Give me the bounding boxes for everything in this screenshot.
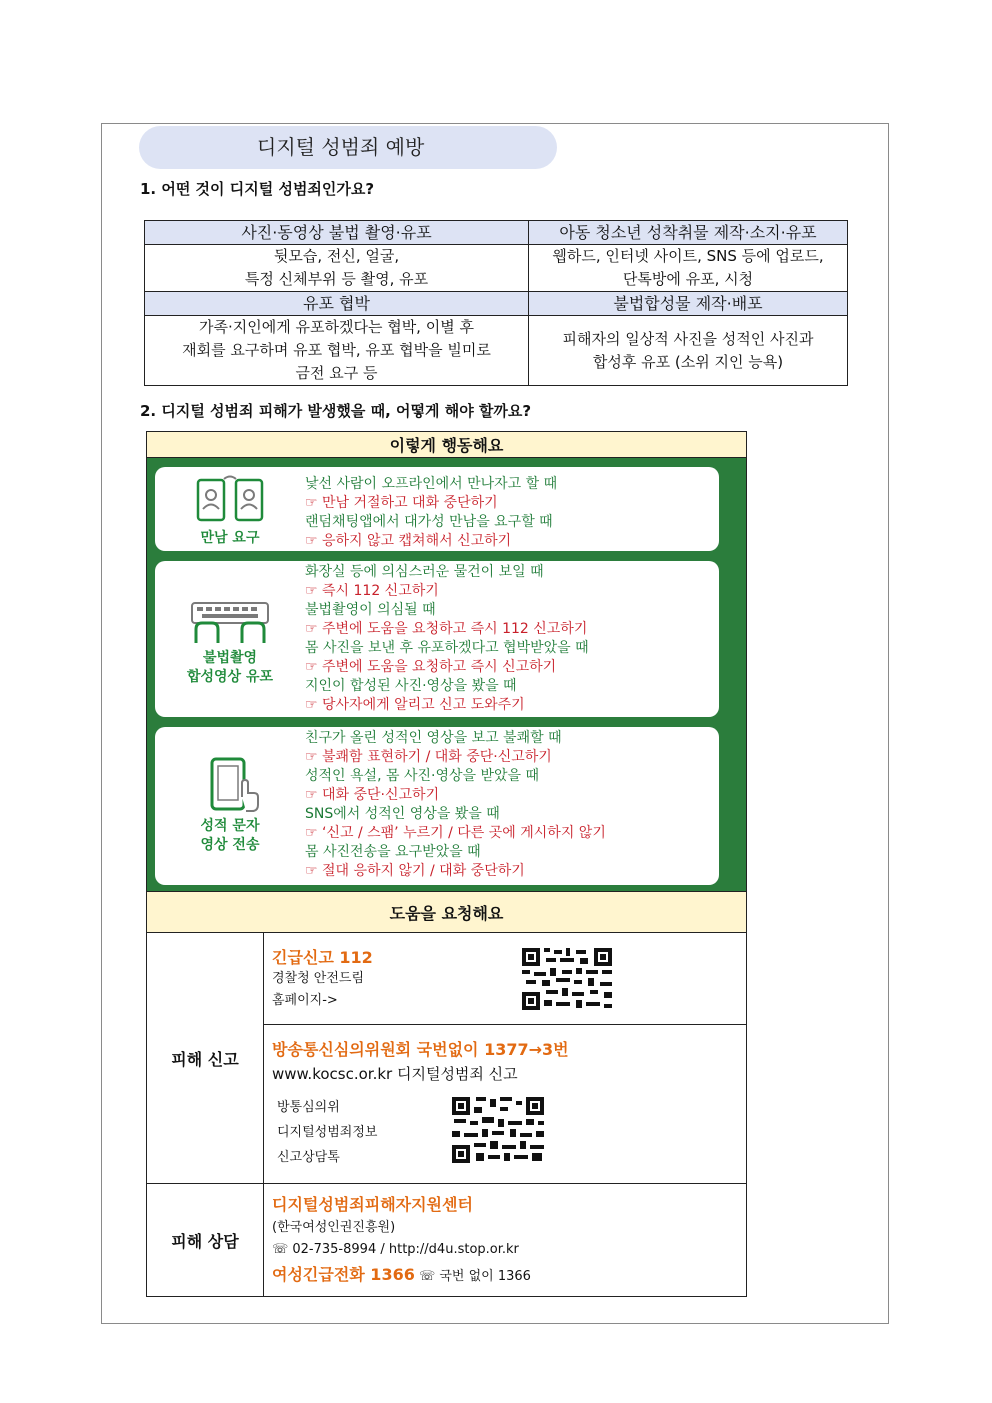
kcsc-url-link[interactable]: www.kocsc.or.kr — [272, 1065, 393, 1083]
card-caption: 성적 문자 — [200, 818, 260, 834]
kcsc-url-line — [272, 1063, 569, 1084]
crime-type-header: 유포 협박 — [145, 292, 529, 316]
situation-text: 낯선 사람이 오프라인에서 만나자고 할 때 — [305, 476, 558, 492]
action-panel — [147, 458, 747, 892]
card-caption: 영상 전송 — [200, 837, 260, 853]
qr-code-icon[interactable] — [520, 946, 614, 1012]
qr-code-icon[interactable] — [450, 1095, 546, 1165]
card-lines — [305, 475, 711, 551]
emergency-line: 경찰청 안전드림 — [272, 971, 365, 986]
action-text: ☞ 대화 중단·신고하기 — [305, 787, 440, 803]
card-caption: 합성영상 유포 — [186, 669, 274, 685]
action-text: ☞ 즉시 112 신고하기 — [305, 583, 439, 599]
card-lines — [305, 729, 711, 881]
counsel-label: 피해 상담 — [147, 1184, 264, 1297]
page-title: 디지털 성범죄 예방 — [139, 126, 557, 169]
action-card-meeting — [155, 467, 719, 551]
kcsc-line: 디지털성범죄정보 — [277, 1125, 378, 1140]
action-text: ☞ ‘신고 / 스팸’ 누르기 / 다른 곳에 게시하지 않기 — [305, 825, 606, 841]
desc-line: 재회를 요구하며 유포 협박, 유포 협박을 빌미로 — [182, 341, 491, 359]
emergency-line: 홈페이지-> — [272, 993, 338, 1008]
situation-text: 성적인 욕설, 몸 사진·영상을 받았을 때 — [305, 768, 540, 784]
response-table — [146, 431, 747, 1297]
section1-heading: 1. 어떤 것이 디지털 성범죄인가요? — [140, 180, 375, 198]
emergency-cell — [264, 933, 747, 1025]
section2-heading: 2. 디지털 성범죄 피해가 발생했을 때, 어떻게 해야 할까요? — [140, 402, 532, 420]
desc-line: 웹하드, 인터넷 사이트, SNS 등에 업로드, — [552, 247, 824, 265]
crime-type-desc — [145, 245, 529, 292]
keyboard-hands-icon — [155, 599, 305, 687]
situation-text: 지인이 합성된 사진·영상을 봤을 때 — [305, 678, 517, 694]
card-caption: 불법촬영 — [202, 650, 258, 666]
situation-text: 불법촬영이 의심될 때 — [305, 602, 436, 618]
desc-line: 뒷모습, 전신, 얼굴, — [273, 247, 400, 265]
center-org: (한국여성인권진흥원) — [272, 1220, 396, 1235]
situation-text: 친구가 올린 성적인 영상을 보고 불쾌할 때 — [305, 730, 562, 746]
emergency-title: 긴급신고 112 — [272, 948, 373, 967]
situation-text: SNS에서 성적인 영상을 봤을 때 — [305, 806, 500, 822]
action-text: ☞ 불쾌함 표현하기 / 대화 중단·신고하기 — [305, 749, 552, 765]
desc-line: 금전 요구 등 — [295, 364, 378, 382]
situation-text: 랜덤채팅앱에서 대가성 만남을 요구할 때 — [305, 514, 553, 530]
tablet-touch-icon — [155, 757, 305, 855]
action-text: ☞ 절대 응하지 않기 / 대화 중단하기 — [305, 863, 525, 879]
desc-line: 특정 신체부위 등 촬영, 유포 — [244, 270, 429, 288]
kcsc-line: 신고상담톡 — [277, 1150, 340, 1165]
kcsc-title: 방송통신심의위원회 국번없이 1377→3번 — [272, 1040, 569, 1059]
center-title: 디지털성범죄피해자지원센터 — [272, 1195, 473, 1214]
action-text: ☞ 만남 거절하고 대화 중단하기 — [305, 495, 498, 511]
desc-line: 가족·지인에게 유포하겠다는 협박, 이별 후 — [199, 318, 474, 336]
situation-text: 몸 사진을 보낸 후 유포하겠다고 협박받았을 때 — [305, 640, 589, 656]
action-card-sexual-messages — [155, 727, 719, 885]
crime-type-header: 사진·동영상 불법 촬영·유포 — [145, 221, 529, 245]
kcsc-cell — [264, 1025, 747, 1184]
crime-type-header: 불법합성물 제작·배포 — [529, 292, 848, 316]
crime-type-desc — [529, 316, 848, 386]
center-contact[interactable]: ☏ 02-735-8994 / http://d4u.stop.or.kr — [272, 1242, 519, 1257]
desc-line: 단톡방에 유포, 시청 — [622, 270, 754, 288]
crime-type-header: 아동 청소년 성착취물 제작·소지·유포 — [529, 221, 848, 245]
action-text: ☞ 주변에 도움을 요청하고 즉시 신고하기 — [305, 659, 557, 675]
desc-line: 피해자의 일상적 사진을 성적인 사진과 — [562, 329, 814, 348]
act-band: 이렇게 행동해요 — [147, 432, 747, 458]
women-hotline-line — [272, 1262, 746, 1288]
desc-line: 합성후 유포 (소위 지인 능욕) — [592, 352, 784, 371]
women-hotline-suffix: ☏ 국번 없이 1366 — [414, 1269, 531, 1284]
crime-type-desc — [145, 316, 529, 386]
report-label: 피해 신고 — [147, 933, 264, 1184]
action-text: ☞ 당사자에게 알리고 신고 도와주기 — [305, 697, 525, 713]
situation-text: 몸 사진전송을 요구받았을 때 — [305, 844, 481, 860]
kcsc-url-suffix: 디지털성범죄 신고 — [392, 1065, 518, 1083]
action-text: ☞ 주변에 도움을 요청하고 즉시 112 신고하기 — [305, 621, 588, 637]
phone-chat-icon — [155, 475, 305, 548]
kcsc-line: 방통심의위 — [277, 1100, 340, 1115]
situation-text: 화장실 등에 의심스러운 물건이 보일 때 — [305, 564, 544, 580]
card-caption: 만남 요구 — [200, 530, 260, 546]
women-hotline-title: 여성긴급전화 1366 — [272, 1265, 415, 1284]
crime-types-table — [144, 220, 848, 386]
action-card-illegal-filming — [155, 561, 719, 717]
help-band: 도움을 요청해요 — [147, 892, 747, 933]
card-lines — [305, 563, 711, 715]
counsel-cell — [264, 1184, 747, 1297]
crime-type-desc — [529, 245, 848, 292]
action-text: ☞ 응하지 않고 캡쳐해서 신고하기 — [305, 533, 512, 549]
